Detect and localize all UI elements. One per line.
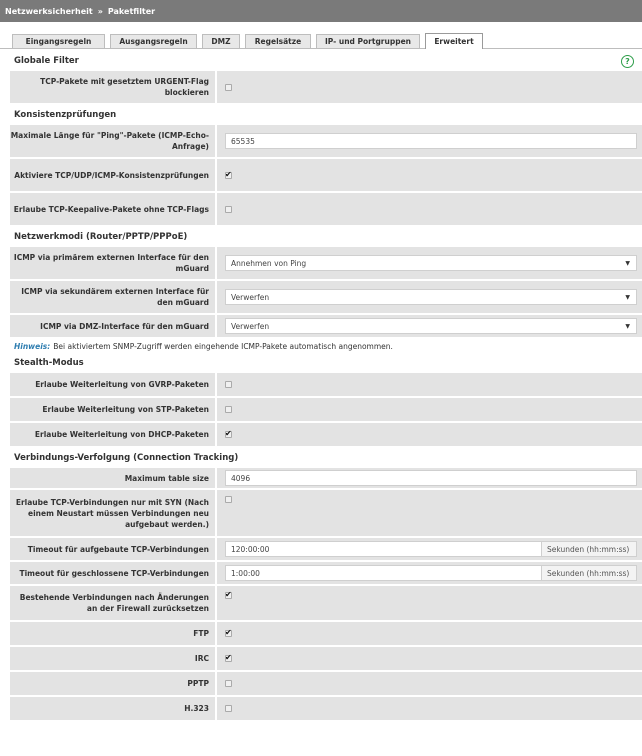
- setting-label: Bestehende Verbindungen nach Änderungen an der Firewall zurücksetzen: [10, 586, 215, 620]
- tab-dmz[interactable]: DMZ: [202, 34, 240, 48]
- keepalive-checkbox[interactable]: [225, 206, 232, 213]
- setting-row: [0, 159, 642, 191]
- setting-label: IRC: [10, 647, 215, 670]
- tab-erweitert[interactable]: Erweitert: [425, 33, 483, 49]
- icmp-secondary-select[interactable]: [225, 289, 637, 305]
- ftp-checkbox[interactable]: [225, 630, 232, 637]
- chevron-down-icon: ▼: [625, 293, 630, 301]
- chevron-down-icon: ▼: [625, 259, 630, 267]
- setting-label: Erlaube Weiterleitung von DHCP-Paketen: [10, 423, 215, 446]
- setting-label: Erlaube TCP-Verbindungen nur mit SYN (Nach einem Neustart müssen Verbindungen neu aufgebaut werden.): [10, 490, 215, 536]
- section-title: Stealth-Modus: [14, 358, 84, 368]
- setting-label: PPTP: [10, 672, 215, 695]
- setting-row: [0, 373, 642, 396]
- setting-row: [0, 398, 642, 421]
- select-value: Annehmen von Ping: [231, 258, 307, 268]
- setting-label: Aktiviere TCP/UDP/ICMP-Konsistenzprüfungen: [10, 159, 215, 191]
- setting-row: [0, 468, 642, 488]
- hint-note: [0, 339, 642, 353]
- setting-label: Maximale Länge für "Ping"-Pakete (ICMP-Echo-Anfrage): [10, 125, 215, 157]
- irc-checkbox[interactable]: [225, 655, 232, 662]
- setting-label: Timeout für geschlossene TCP-Verbindungen: [10, 562, 215, 584]
- setting-label: FTP: [10, 622, 215, 645]
- max-table-size-input[interactable]: 4096: [225, 470, 637, 486]
- setting-label: Maximum table size: [10, 468, 215, 488]
- section-title: Konsistenzprüfungen: [14, 110, 117, 120]
- syn-only-checkbox[interactable]: [225, 496, 232, 503]
- setting-row: [0, 423, 642, 446]
- setting-row: [0, 281, 642, 313]
- setting-row: [0, 247, 642, 279]
- select-value: Verwerfen: [231, 321, 270, 331]
- section-konsistenzpruefungen: [0, 105, 642, 125]
- h323-checkbox[interactable]: [225, 705, 232, 712]
- stp-checkbox[interactable]: [225, 406, 232, 413]
- setting-label: Erlaube Weiterleitung von STP-Paketen: [10, 398, 215, 421]
- consistency-checks-checkbox[interactable]: [225, 172, 232, 179]
- setting-row: [0, 586, 642, 620]
- reset-connections-checkbox[interactable]: [225, 592, 232, 599]
- setting-row: [0, 697, 642, 720]
- dhcp-checkbox[interactable]: [225, 431, 232, 438]
- setting-row: [0, 538, 642, 560]
- setting-label: ICMP via sekundärem externen Interface für den mGuard: [10, 281, 215, 313]
- timeout-established-group: [225, 541, 637, 557]
- section-stealth-modus: [0, 353, 642, 373]
- breadcrumb-separator: »: [97, 6, 103, 16]
- tab-ip-und-portgruppen[interactable]: IP- und Portgruppen: [316, 34, 420, 48]
- timeout-closed-group: [225, 565, 637, 581]
- unit-label: Sekunden (hh:mm:ss): [541, 565, 637, 581]
- timeout-established-input[interactable]: 120:00:00: [225, 541, 541, 557]
- icmp-primary-select[interactable]: [225, 255, 637, 271]
- icmp-dmz-select[interactable]: [225, 318, 637, 334]
- setting-row: [0, 315, 642, 337]
- setting-row: [0, 562, 642, 584]
- breadcrumb-netzwerksicherheit[interactable]: Netzwerksicherheit: [5, 6, 93, 16]
- setting-row: [0, 71, 642, 103]
- setting-row: [0, 672, 642, 695]
- setting-label: Timeout für aufgebaute TCP-Verbindungen: [10, 538, 215, 560]
- chevron-down-icon: ▼: [625, 322, 630, 330]
- setting-label: ICMP via primärem externen Interface für den mGuard: [10, 247, 215, 279]
- setting-row: [0, 125, 642, 157]
- tab-eingangsregeln[interactable]: Eingangsregeln: [12, 34, 105, 48]
- setting-label: ICMP via DMZ-Interface für den mGuard: [10, 315, 215, 337]
- setting-row: [0, 622, 642, 645]
- tab-ausgangsregeln[interactable]: Ausgangsregeln: [110, 34, 197, 48]
- section-netzwerkmodi: [0, 227, 642, 247]
- setting-label: Erlaube TCP-Keepalive-Pakete ohne TCP-Flags: [10, 193, 215, 225]
- setting-label: Erlaube Weiterleitung von GVRP-Paketen: [10, 373, 215, 396]
- section-title: Globale Filter: [14, 56, 79, 66]
- setting-row: [0, 193, 642, 225]
- setting-label: TCP-Pakete mit gesetztem URGENT-Flag blockieren: [10, 71, 215, 103]
- gvrp-checkbox[interactable]: [225, 381, 232, 388]
- breadcrumb: [0, 0, 642, 22]
- pptp-checkbox[interactable]: [225, 680, 232, 687]
- unit-label: Sekunden (hh:mm:ss): [541, 541, 637, 557]
- ping-length-input[interactable]: 65535: [225, 133, 637, 149]
- breadcrumb-paketfilter: Paketfilter: [107, 6, 156, 16]
- setting-row: [0, 647, 642, 670]
- select-value: Verwerfen: [231, 292, 270, 302]
- help-icon[interactable]: ?: [621, 55, 634, 68]
- tab-bar: [0, 28, 642, 49]
- timeout-closed-input[interactable]: 1:00:00: [225, 565, 541, 581]
- tab-regelsaetze[interactable]: Regelsätze: [245, 34, 311, 48]
- hint-label: Hinweis:: [14, 341, 51, 351]
- setting-row: [0, 490, 642, 536]
- hint-text: Bei aktiviertem SNMP-Zugriff werden eingehende ICMP-Pakete automatisch angenommen.: [53, 341, 393, 351]
- urgent-flag-checkbox[interactable]: [225, 84, 232, 91]
- section-globale-filter: [0, 51, 642, 71]
- setting-label: H.323: [10, 697, 215, 720]
- section-title: Verbindungs-Verfolgung (Connection Tracking): [14, 453, 239, 463]
- section-connection-tracking: [0, 448, 642, 468]
- section-title: Netzwerkmodi (Router/PPTP/PPPoE): [14, 232, 188, 242]
